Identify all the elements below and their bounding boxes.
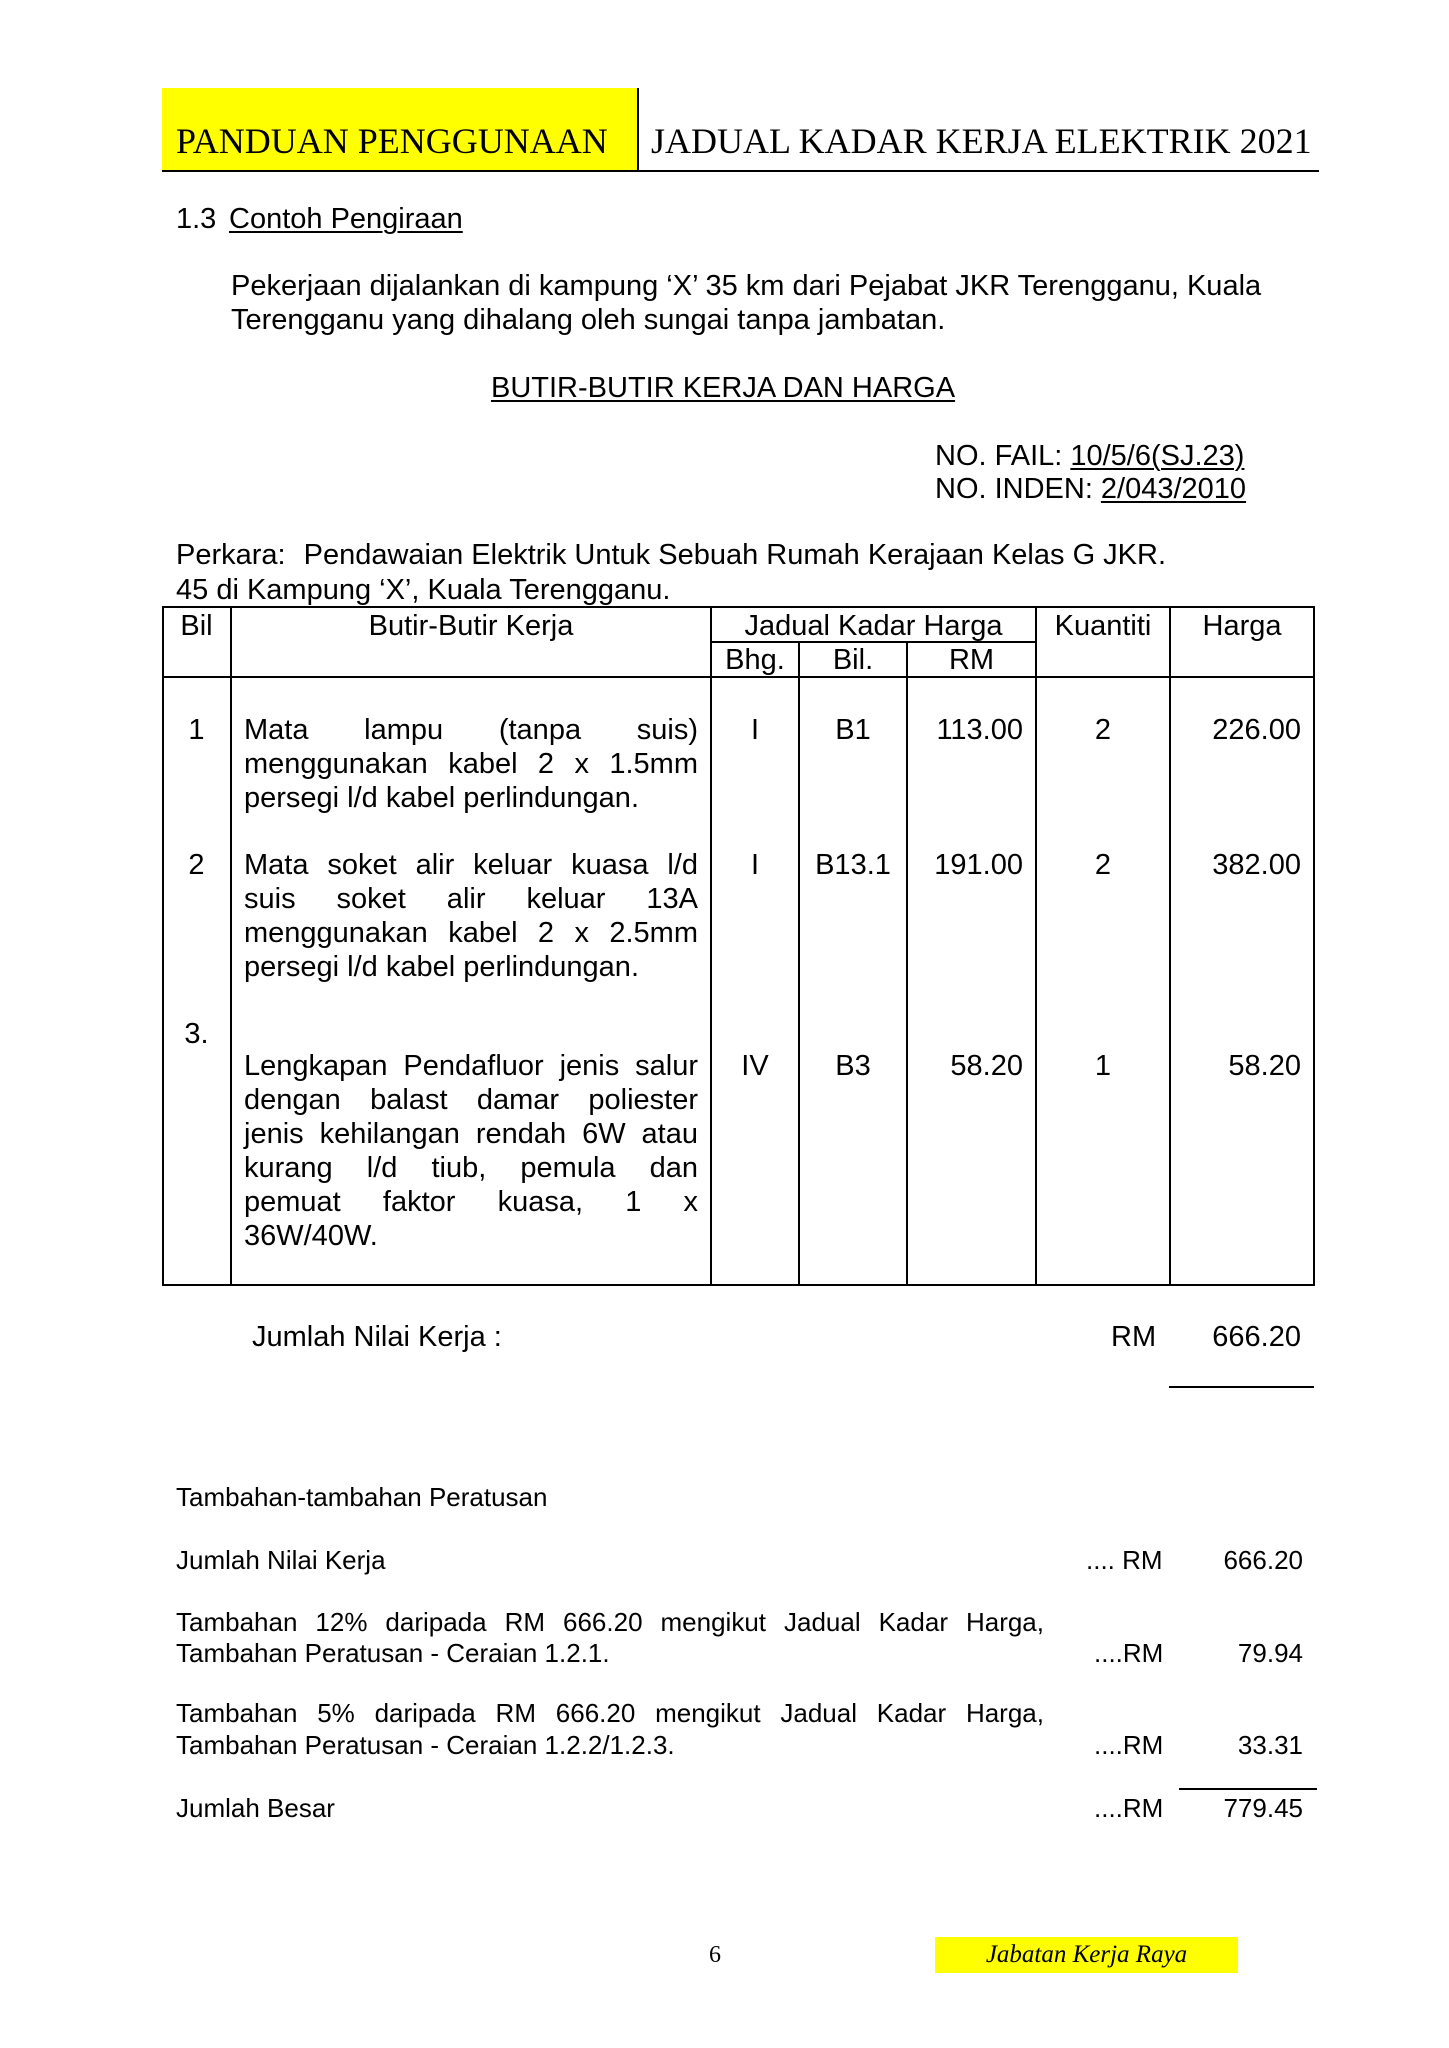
- addition-line: Jumlah Nilai Kerja: [176, 1545, 386, 1575]
- description-line: persegi l/d kabel perlindungan.: [244, 951, 639, 983]
- file-number-value: 10/5/6(SJ.23): [1070, 440, 1245, 472]
- total-value: 666.20: [1212, 1321, 1301, 1353]
- cell-harga: 58.20: [1228, 1050, 1301, 1082]
- cell-bil: 1: [188, 714, 205, 746]
- addition-line: Tambahan 5% daripada RM 666.20 mengikut Jadual Kadar Harga,: [176, 1698, 1044, 1728]
- description-line: suis soket alir keluar 13A: [244, 883, 698, 915]
- perkara-text: Pendawaian Elektrik Untuk Sebuah Rumah Kerajaan Kelas G JKR.: [303, 539, 1167, 571]
- addition-prefix: .... RM: [1086, 1545, 1163, 1575]
- cell-bil: 3.: [184, 1018, 209, 1050]
- inden-number: [935, 472, 1246, 506]
- cell-kuantiti: 2: [1094, 849, 1112, 881]
- description-line: dengan balast damar poliester: [244, 1084, 698, 1116]
- section-title: Contoh Pengiraan: [229, 203, 463, 235]
- cell-rm: 113.00: [936, 714, 1023, 746]
- cell-rm: 191.00: [934, 849, 1023, 881]
- table-grid-line: [230, 606, 232, 1286]
- table-grid-line: [162, 606, 164, 1286]
- column-header-butir: Butir-Butir Kerja: [368, 610, 574, 642]
- description-line: menggunakan kabel 2 x 2.5mm: [244, 917, 698, 949]
- footer-organization: Jabatan Kerja Raya: [985, 1941, 1188, 1968]
- column-header-bhg: Bhg.: [725, 644, 785, 676]
- header-right-title: JADUAL KADAR KERJA ELEKTRIK 2021: [651, 121, 1312, 161]
- cell-bhg: I: [750, 849, 760, 881]
- file-number-label: NO. FAIL:: [935, 440, 1063, 472]
- cell-harga: 382.00: [1212, 849, 1301, 881]
- total-underline: [1169, 1386, 1314, 1388]
- cell-description: [244, 848, 698, 984]
- grand-total-value: 779.45: [1223, 1793, 1303, 1823]
- document-title: BUTIR-BUTIR KERJA DAN HARGA: [491, 372, 956, 404]
- addition-value: 79.94: [1237, 1638, 1303, 1668]
- table-grid-line: [162, 1284, 1315, 1286]
- description-line: Mata lampu (tanpa suis): [244, 714, 698, 746]
- perkara-line-2: 45 di Kampung ‘X’, Kuala Terengganu.: [176, 574, 671, 606]
- intro-line: Pekerjaan dijalankan di kampung ‘X’ 35 km dari Pejabat JKR Terengganu, Kuala: [231, 270, 1262, 302]
- description-line: kurang l/d tiub, pemula dan: [244, 1152, 698, 1184]
- addition-line: Tambahan Peratusan - Ceraian 1.2.2/1.2.3.: [176, 1730, 675, 1760]
- column-header-bil: Bil: [180, 610, 213, 642]
- total-label: Jumlah Nilai Kerja :: [252, 1321, 502, 1353]
- header-divider: [637, 88, 639, 171]
- description-line: pemuat faktor kuasa, 1 x: [244, 1186, 698, 1218]
- description-line: Mata soket alir keluar kuasa l/d: [244, 849, 698, 881]
- cell-rm: 58.20: [950, 1050, 1023, 1082]
- perkara-line: [176, 538, 1166, 572]
- addition-value: 666.20: [1223, 1545, 1303, 1575]
- grand-total-label: Jumlah Besar: [176, 1793, 335, 1823]
- cell-bil-kod: B1: [835, 714, 871, 746]
- addition-prefix: ....RM: [1094, 1730, 1164, 1760]
- addition-line: Tambahan Peratusan - Ceraian 1.2.1.: [176, 1638, 610, 1668]
- header-rule: [162, 170, 1319, 172]
- table-grid-line: [162, 606, 1315, 608]
- table-grid-line: [1035, 606, 1037, 1286]
- file-number: [935, 439, 1244, 473]
- cell-harga: 226.00: [1212, 714, 1301, 746]
- inden-number-label: NO. INDEN:: [935, 473, 1093, 505]
- column-header-kuantiti: Kuantiti: [1054, 610, 1152, 642]
- grand-total-rule: [1179, 1788, 1317, 1790]
- column-header-rm: RM: [948, 644, 995, 676]
- description-line: jenis kehilangan rendah 6W atau: [244, 1118, 698, 1150]
- cell-description: [244, 713, 698, 815]
- column-header-jadual: Jadual Kadar Harga: [744, 610, 1003, 642]
- description-line: menggunakan kabel 2 x 1.5mm: [244, 748, 698, 780]
- header-left-title: PANDUAN PENGGUNAAN: [176, 121, 608, 161]
- table-grid-line: [1313, 606, 1315, 1286]
- addition-value: 33.31: [1237, 1730, 1303, 1760]
- page-number: 6: [709, 1942, 721, 1968]
- cell-description: [244, 1049, 698, 1253]
- cell-bhg: I: [750, 714, 760, 746]
- perkara-label: Perkara:: [176, 539, 286, 571]
- column-header-harga: Harga: [1202, 610, 1282, 642]
- table-grid-line: [710, 606, 712, 1286]
- section-number: 1.3: [176, 203, 217, 235]
- description-line: persegi l/d kabel perlindungan.: [244, 782, 639, 814]
- cell-bhg: IV: [741, 1050, 769, 1082]
- cell-bil-kod: B13.1: [815, 849, 891, 881]
- cell-kuantiti: 1: [1094, 1050, 1112, 1082]
- addition-prefix: ....RM: [1094, 1638, 1164, 1668]
- cell-bil: 2: [188, 849, 205, 881]
- column-header-bil-kod: Bil.: [832, 644, 874, 676]
- description-line: Lengkapan Pendafluor jenis salur: [244, 1050, 698, 1082]
- intro-line: Terengganu yang dihalang oleh sungai tanpa jambatan.: [231, 304, 946, 336]
- cell-bil-kod: B3: [835, 1050, 871, 1082]
- cell-kuantiti: 2: [1094, 714, 1112, 746]
- inden-number-value: 2/043/2010: [1100, 473, 1247, 505]
- table-grid-line: [1169, 606, 1171, 1286]
- additions-title: Tambahan-tambahan Peratusan: [176, 1482, 548, 1512]
- description-line: 36W/40W.: [244, 1220, 378, 1252]
- grand-total-prefix: ....RM: [1094, 1793, 1164, 1823]
- addition-line: Tambahan 12% daripada RM 666.20 mengikut Jadual Kadar Harga,: [176, 1607, 1044, 1637]
- total-currency: RM: [1111, 1321, 1157, 1353]
